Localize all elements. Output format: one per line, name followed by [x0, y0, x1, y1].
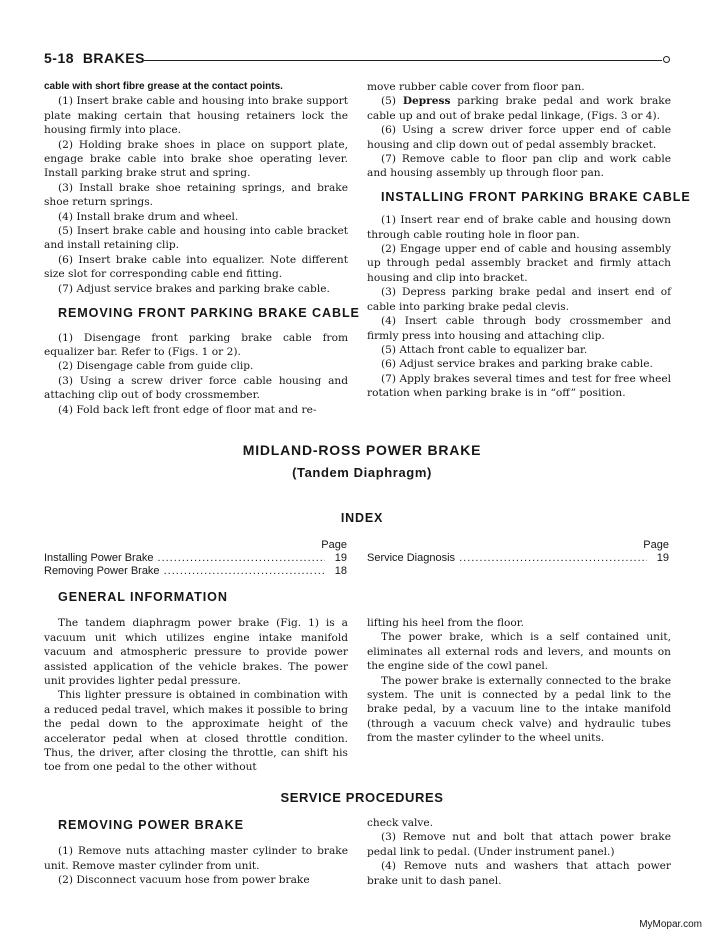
removing-right	[367, 816, 671, 888]
paragraph: The tandem diaphragm power brake (Fig. 1) is a vacuum unit which utilizes engine intake manifold vacuum and atmospheric pressure to provide power assisted application of the vehicle brakes. The power unit provides lighter pedal pressure.	[44, 617, 348, 688]
footer-watermark: MyMopar.com	[639, 919, 702, 930]
header-rule-end-circle	[663, 56, 670, 63]
paragraph: (3) Install brake shoe retaining springs, and brake shoe return springs.	[44, 181, 348, 209]
page-column-label: Page	[643, 539, 669, 551]
paragraph: (6) Insert brake cable into equalizer. Note different size slot for corresponding cable end fitting.	[44, 253, 348, 281]
paragraph: (4) Install brake drum and wheel.	[58, 210, 239, 223]
paragraph: (2) Disengage cable from guide clip.	[58, 360, 254, 373]
paragraph: (7) Adjust service brakes and parking brake cable.	[58, 282, 330, 295]
general-right	[367, 616, 671, 746]
paragraph: move rubber cable cover from floor pan.	[367, 81, 585, 93]
section-title: MIDLAND-ROSS POWER BRAKE	[242, 442, 482, 458]
left-column-top	[44, 80, 360, 417]
service-title: SERVICE PROCEDURES	[280, 790, 444, 805]
paragraph: (4) Remove nuts and washers that attach power brake unit to dash panel.	[367, 860, 671, 887]
paragraph: (1) Insert brake cable and housing into brake support plate making certain that housing retainers lock the housing firmly into place.	[44, 95, 348, 137]
running-head	[44, 50, 670, 70]
paragraph: (1) Insert rear end of brake cable and housing down through cable routing hole in floor pan.	[367, 214, 671, 241]
section-heading: INSTALLING FRONT PARKING BRAKE CABLE	[381, 189, 691, 204]
paragraph: (5) Depress parking brake pedal and work brake cable up and out of brake pedal linkage, (Figs. 3 or 4).	[367, 95, 671, 122]
paragraph: (2) Disconnect vacuum hose from power brake	[58, 874, 310, 887]
right-column-top	[367, 80, 691, 401]
index-entry[interactable]: Installing Power Brake ..... 19	[44, 552, 347, 565]
index-title: INDEX	[340, 511, 384, 525]
section-heading: REMOVING POWER BRAKE	[58, 818, 244, 832]
paragraph: check valve.	[367, 817, 434, 829]
paragraph: (2) Holding brake shoes in place on support plate, engage brake cable into brake shoe operating lever. Install parking brake strut and spring.	[44, 138, 348, 180]
page-column-label: Page	[321, 539, 347, 551]
paragraph: (1) Remove nuts attaching master cylinder to brake unit. Remove master cylinder from unit.	[44, 845, 348, 872]
paragraph: (6) Adjust service brakes and parking brake cable.	[381, 358, 653, 371]
index-left	[44, 539, 347, 578]
header-rule	[144, 60, 662, 61]
paragraph: The power brake is externally connected to the brake system. The unit is connected by a pedal link to the brake pedal, by a vacuum line to the intake manifold (through a vacuum check valve) and hydraulic tubes from the master cylinder to the wheel units.	[367, 674, 671, 745]
paragraph: (3) Remove nut and bolt that attach power brake pedal link to pedal. (Under instrument panel.)	[367, 831, 671, 858]
paragraph: (5) Insert brake cable and housing into cable bracket and install retaining clip.	[44, 225, 348, 252]
intro-bold-text: cable with short fibre grease at the contact points.	[44, 81, 283, 92]
paragraph: (7) Apply brakes several times and test for free wheel rotation when parking brake is in “off” position.	[367, 372, 671, 400]
paragraph: (7) Remove cable to floor pan clip and work cable and housing assembly up through floor pan.	[367, 153, 671, 180]
paragraph: (6) Using a screw driver force upper end of cable housing and clip down out of pedal assembly bracket.	[367, 124, 671, 151]
paragraph: (5) Attach front cable to equalizer bar.	[381, 343, 588, 356]
paragraph: This lighter pressure is obtained in combination with a reduced pedal travel, which makes it possible to bring the pedal down to the approximate height of the accelerator pedal when at closed throttle condition. Thus, the driver, after closing the throttle, can shift his toe from one pedal to the other without	[44, 689, 348, 774]
section-heading: REMOVING FRONT PARKING BRAKE CABLE	[58, 306, 360, 321]
section-subtitle: (Tandem Diaphragm)	[292, 465, 432, 480]
paragraph: (3) Depress parking brake pedal and insert end of cable into parking brake pedal clevis.	[367, 286, 671, 313]
index-entry[interactable]: Service Diagnosis ..... 19	[367, 552, 669, 565]
paragraph: (1) Disengage front parking brake cable from equalizer bar. Refer to (Figs. 1 or 2).	[44, 331, 348, 358]
removing-left	[44, 818, 348, 888]
page-header-label: 5-18 BRAKES	[44, 50, 145, 66]
index-entry[interactable]: Removing Power Brake ..... 18	[44, 565, 347, 578]
general-left	[44, 590, 348, 775]
paragraph: (2) Engage upper end of cable and housing assembly up through pedal assembly bracket and firmly attach housing and clip into bracket.	[367, 243, 671, 284]
paragraph: The power brake, which is a self contained unit, eliminates all external rods and levers, and mounts on the engine side of the cowl panel.	[367, 631, 671, 673]
index-right	[367, 539, 669, 565]
paragraph: (4) Fold back left front edge of floor mat and re-	[58, 403, 317, 416]
paragraph: (4) Insert cable through body crossmember and firmly press into housing and attaching clip.	[367, 315, 671, 342]
paragraph: (3) Using a screw driver force cable housing and attaching clip out of body crossmember.	[44, 374, 348, 402]
paragraph: lifting his heel from the floor.	[367, 617, 525, 629]
section-heading: GENERAL INFORMATION	[58, 590, 228, 604]
